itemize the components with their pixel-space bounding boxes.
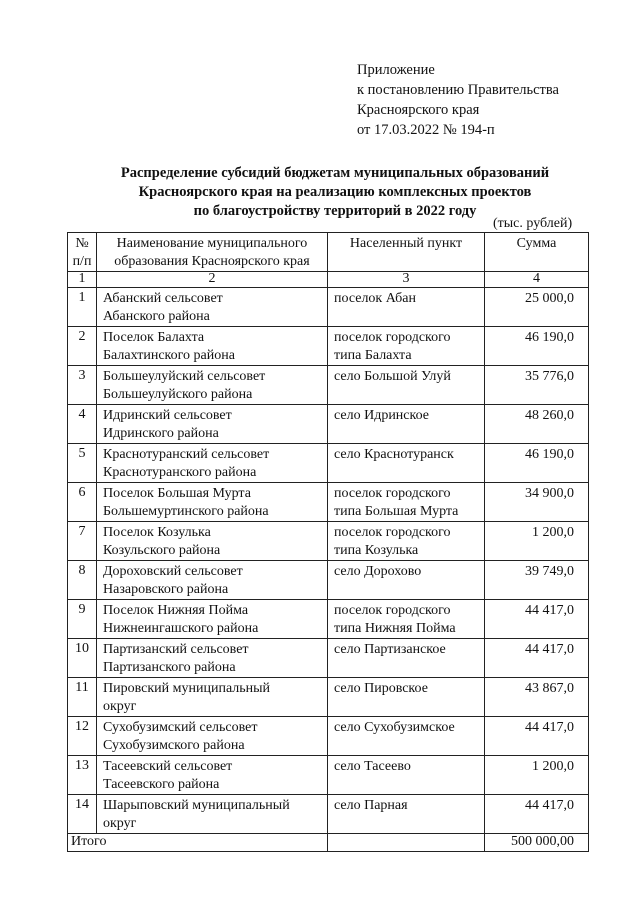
settlement-name-line: поселок городского <box>334 486 451 501</box>
row-number: 9 <box>68 600 97 639</box>
table-row <box>68 561 589 600</box>
settlement-name <box>328 483 485 522</box>
table-row <box>68 678 589 717</box>
municipality-name <box>97 600 328 639</box>
municipality-name-line: Сухобузимский сельсовет <box>103 720 258 735</box>
municipality-name-line: Идринский сельсовет <box>103 408 232 423</box>
settlement-name <box>328 522 485 561</box>
total-amount: 500 000,00 <box>485 834 589 852</box>
row-number: 11 <box>68 678 97 717</box>
municipality-name <box>97 444 328 483</box>
municipality-name-line: Большемуртинского района <box>103 504 269 519</box>
municipality-name-line: Краснотуранского района <box>103 465 257 480</box>
appendix-line: Красноярского края <box>357 102 480 118</box>
settlement-name <box>328 444 485 483</box>
subsidy-amount: 46 190,0 <box>485 444 589 483</box>
municipality-name <box>97 756 328 795</box>
municipality-name-line: Большеулуйский сельсовет <box>103 369 266 384</box>
settlement-name-line: поселок городского <box>334 330 451 345</box>
settlement-name <box>328 756 485 795</box>
settlement-name <box>328 678 485 717</box>
settlement-name <box>328 327 485 366</box>
municipality-name <box>97 678 328 717</box>
municipality-name-line: Поселок Нижняя Пойма <box>103 603 249 618</box>
table-row <box>68 366 589 405</box>
row-number: 1 <box>68 288 97 327</box>
municipality-name-line: округ <box>103 699 137 714</box>
subsidy-amount: 1 200,0 <box>485 756 589 795</box>
settlement-name-line: типа Балахта <box>334 348 412 363</box>
subsidy-amount: 48 260,0 <box>485 405 589 444</box>
municipality-name <box>97 483 328 522</box>
municipality-name-line: Партизанский сельсовет <box>103 642 249 657</box>
municipality-name-line: Абанский сельсовет <box>103 291 223 306</box>
title-line: Красноярского края на реализацию комплексных проектов <box>138 184 532 200</box>
subsidy-amount: 46 190,0 <box>485 327 589 366</box>
municipality-name <box>97 522 328 561</box>
subsidy-amount: 39 749,0 <box>485 561 589 600</box>
municipality-name <box>97 795 328 834</box>
settlement-name-line: село Парная <box>334 798 408 813</box>
appendix-line: от 17.03.2022 № 194-п <box>357 122 495 138</box>
subsidy-amount: 35 776,0 <box>485 366 589 405</box>
title-line: по благоустройству территорий в 2022 году <box>193 203 477 219</box>
header-num: № п/п <box>68 233 97 272</box>
table-row <box>68 405 589 444</box>
table-row <box>68 288 589 327</box>
table-row <box>68 483 589 522</box>
subsidy-amount: 44 417,0 <box>485 600 589 639</box>
settlement-name-line: село Краснотуранск <box>334 447 454 462</box>
municipality-name-line: Большеулуйского района <box>103 387 253 402</box>
municipality-name-line: Идринского района <box>103 426 219 441</box>
settlement-name-line: типа Нижняя Пойма <box>334 621 456 636</box>
municipality-name-line: Поселок Балахта <box>103 330 205 345</box>
settlement-name <box>328 600 485 639</box>
header-place: Населенный пункт <box>328 233 485 272</box>
municipality-name-line: Дороховский сельсовет <box>103 564 243 579</box>
table-row <box>68 522 589 561</box>
total-empty-cell <box>328 834 485 852</box>
row-number: 8 <box>68 561 97 600</box>
municipality-name-line: Тасеевский сельсовет <box>103 759 233 774</box>
row-number: 7 <box>68 522 97 561</box>
column-index: 2 <box>97 272 328 288</box>
municipality-name-line: Абанского района <box>103 309 210 324</box>
document-title <box>70 164 600 221</box>
municipality-name <box>97 717 328 756</box>
municipality-name-line: Поселок Козулька <box>103 525 211 540</box>
column-index-row <box>68 272 589 288</box>
settlement-name <box>328 717 485 756</box>
row-number: 3 <box>68 366 97 405</box>
table-row <box>68 327 589 366</box>
settlement-name <box>328 561 485 600</box>
settlement-name-line: поселок городского <box>334 603 451 618</box>
subsidy-amount: 44 417,0 <box>485 717 589 756</box>
settlement-name-line: село Дорохово <box>334 564 422 579</box>
municipality-name <box>97 561 328 600</box>
column-index: 1 <box>68 272 97 288</box>
subsidy-amount: 34 900,0 <box>485 483 589 522</box>
row-number: 6 <box>68 483 97 522</box>
table-row <box>68 795 589 834</box>
settlement-name-line: село Сухобузимское <box>334 720 455 735</box>
settlement-name <box>328 639 485 678</box>
subsidy-amount: 1 200,0 <box>485 522 589 561</box>
municipality-name-line: Балахтинского района <box>103 348 235 363</box>
row-number: 4 <box>68 405 97 444</box>
appendix-block <box>357 60 627 140</box>
settlement-name-line: село Идринское <box>334 408 429 423</box>
municipality-name-line: Партизанского района <box>103 660 236 675</box>
settlement-name-line: поселок городского <box>334 525 451 540</box>
settlement-name <box>328 366 485 405</box>
column-index: 4 <box>485 272 589 288</box>
settlement-name <box>328 288 485 327</box>
row-number: 5 <box>68 444 97 483</box>
municipality-name-line: Нижнеингашского района <box>103 621 259 636</box>
header-sum: Сумма <box>485 233 589 272</box>
municipality-name-line: Краснотуранский сельсовет <box>103 447 270 462</box>
units-note: (тыс. рублей) <box>493 216 573 231</box>
municipality-name <box>97 405 328 444</box>
table-row <box>68 639 589 678</box>
header-name: Наименование муниципального образования Красноярского края <box>97 233 328 272</box>
municipality-name-line: Тасеевского района <box>103 777 220 792</box>
row-number: 13 <box>68 756 97 795</box>
settlement-name-line: поселок Абан <box>334 291 416 306</box>
table-row <box>68 756 589 795</box>
appendix-line: к постановлению Правительства <box>357 82 559 98</box>
total-label: Итого <box>68 834 328 852</box>
settlement-name-line: село Тасеево <box>334 759 411 774</box>
municipality-name-line: округ <box>103 816 137 831</box>
title-line: Распределение субсидий бюджетам муниципальных образований <box>120 165 550 181</box>
subsidy-amount: 44 417,0 <box>485 795 589 834</box>
row-number: 10 <box>68 639 97 678</box>
row-number: 14 <box>68 795 97 834</box>
settlement-name-line: типа Большая Мурта <box>334 504 459 519</box>
column-index: 3 <box>328 272 485 288</box>
table-row <box>68 444 589 483</box>
municipality-name-line: Шарыповский муниципальный <box>103 798 290 813</box>
municipality-name <box>97 639 328 678</box>
municipality-name-line: Пировский муниципальный <box>103 681 271 696</box>
row-number: 12 <box>68 717 97 756</box>
municipality-name-line: Козульского района <box>103 543 221 558</box>
table-row <box>68 600 589 639</box>
settlement-name <box>328 405 485 444</box>
table-row <box>68 717 589 756</box>
subsidy-amount: 44 417,0 <box>485 639 589 678</box>
subsidy-amount: 43 867,0 <box>485 678 589 717</box>
appendix-line: Приложение <box>357 62 435 78</box>
settlement-name-line: типа Козулька <box>334 543 419 558</box>
total-row <box>68 834 589 852</box>
row-number: 2 <box>68 327 97 366</box>
municipality-name <box>97 327 328 366</box>
settlement-name-line: село Большой Улуй <box>334 369 451 384</box>
subsidy-table <box>67 232 589 852</box>
table-header-row <box>68 233 589 272</box>
settlement-name-line: село Партизанское <box>334 642 446 657</box>
subsidy-amount: 25 000,0 <box>485 288 589 327</box>
municipality-name-line: Назаровского района <box>103 582 229 597</box>
municipality-name <box>97 366 328 405</box>
municipality-name-line: Сухобузимского района <box>103 738 245 753</box>
settlement-name <box>328 795 485 834</box>
settlement-name-line: село Пировское <box>334 681 428 696</box>
municipality-name <box>97 288 328 327</box>
municipality-name-line: Поселок Большая Мурта <box>103 486 251 501</box>
